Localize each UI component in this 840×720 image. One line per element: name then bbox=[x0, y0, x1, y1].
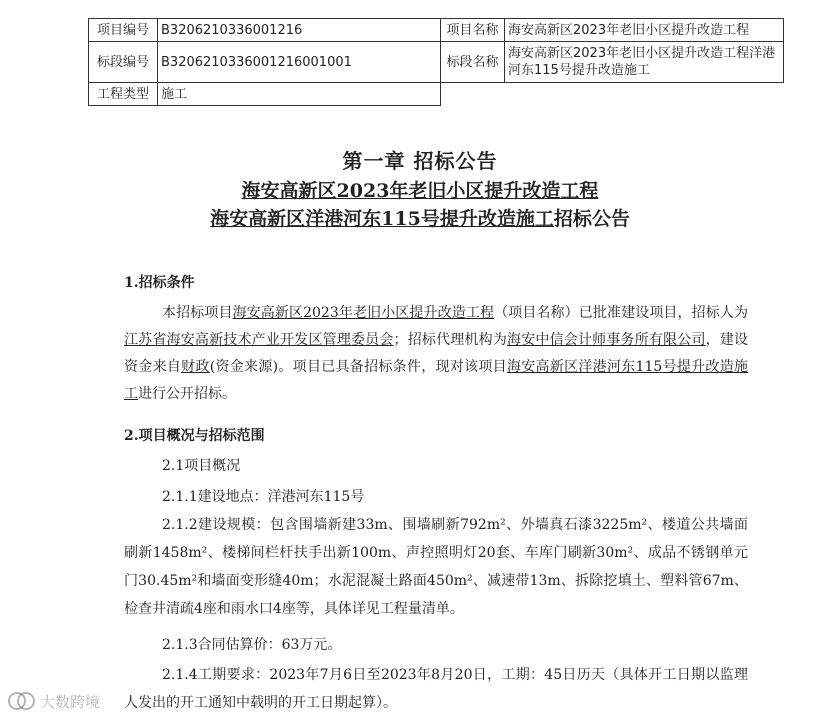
table-row bbox=[89, 83, 784, 106]
text-run: 进行公开招标。 bbox=[138, 386, 236, 402]
tender-conditions-paragraph bbox=[124, 300, 748, 408]
project-title-text: 海安高新区2023年老旧小区提升改造工程 bbox=[241, 180, 599, 202]
section-title-underlined: 海安高新区洋港河东115号提升改造施工 bbox=[210, 208, 554, 230]
subsection-2-1-4: 2.1.4工期要求：2023年7月6日至2023年8月20日，工期：45日历天（具体开工日期以监理人发出的开工通知中载明的开工日期起算）。 bbox=[124, 667, 748, 711]
project-no-label: 项目编号 bbox=[89, 19, 158, 42]
table-row bbox=[89, 19, 784, 42]
fund-source-ref: 财政 bbox=[181, 359, 210, 375]
subsection-2-1-3: 2.1.3合同估算价：63万元。 bbox=[162, 637, 342, 653]
text-run: 本招标项目 bbox=[162, 305, 233, 321]
empty-cell bbox=[505, 83, 784, 106]
project-name-label: 项目名称 bbox=[441, 19, 505, 42]
text-run: （项目名称）已批准建设项目，招标人为 bbox=[494, 305, 748, 321]
section-ref: 海安高新区洋港河东115号提升改造施工 bbox=[124, 359, 748, 402]
text-run: (资金来源)。项目已具备招标条件，现对该项目 bbox=[209, 359, 507, 375]
tenderer-ref: 江苏省海安高新技术产业开发区管理委员会 bbox=[124, 332, 394, 348]
empty-cell bbox=[441, 83, 505, 106]
subsection-2-1-1: 2.1.1建设地点：洋港河东115号 bbox=[162, 489, 365, 505]
table-row bbox=[89, 42, 784, 83]
watermark bbox=[6, 690, 100, 712]
section-title-suffix: 招标公告 bbox=[553, 208, 630, 230]
work-type-value: 施工 bbox=[158, 83, 441, 106]
project-name-value: 海安高新区2023年老旧小区提升改造工程 bbox=[505, 19, 784, 42]
section-no-label: 标段编号 bbox=[89, 42, 158, 83]
subsection-2-1: 2.1项目概况 bbox=[162, 458, 241, 474]
chapter-title: 第一章 招标公告 bbox=[342, 149, 498, 173]
section-title bbox=[0, 204, 840, 231]
text-run: ，建设资金来自 bbox=[124, 332, 749, 375]
project-no-value: B3206210336001216 bbox=[158, 19, 441, 42]
text-run: ；招标代理机构为 bbox=[393, 332, 508, 348]
section-1-title: 1.招标条件 bbox=[124, 275, 195, 291]
section-2-title: 2.项目概况与招标范围 bbox=[124, 428, 265, 444]
watermark-text: 大数跨境 bbox=[40, 692, 101, 711]
agent-ref: 海安中信会计师事务所有限公司 bbox=[507, 332, 706, 348]
section-name-label: 标段名称 bbox=[441, 42, 505, 83]
project-info-table bbox=[88, 18, 784, 106]
watermark-logo-icon bbox=[6, 690, 36, 712]
section-no-value: B3206210336001216001001 bbox=[158, 42, 441, 83]
work-type-label: 工程类型 bbox=[89, 83, 158, 106]
project-title bbox=[0, 176, 840, 203]
subsection-2-1-2: 2.1.2建设规模：包含围墙新建33m、围墙刷新792m²、外墙真石漆3225m²、楼道公共墙面刷新1458m²、楼梯间栏杆扶手出新100m、声控照明灯20套、车库门刷新30m²、成品不锈钢单元门30.45m²和墙面变形缝40m；水泥混凝土路面450m²、减速带13m、拆除挖填土、塑料管67m、检查井清疏4座和雨水口4座等，具体详见工程量清单。 bbox=[124, 517, 748, 617]
section-name-value: 海安高新区2023年老旧小区提升改造工程洋港河东115号提升改造施工 bbox=[505, 42, 784, 83]
project-name-ref: 海安高新区2023年老旧小区提升改造工程 bbox=[232, 305, 495, 321]
